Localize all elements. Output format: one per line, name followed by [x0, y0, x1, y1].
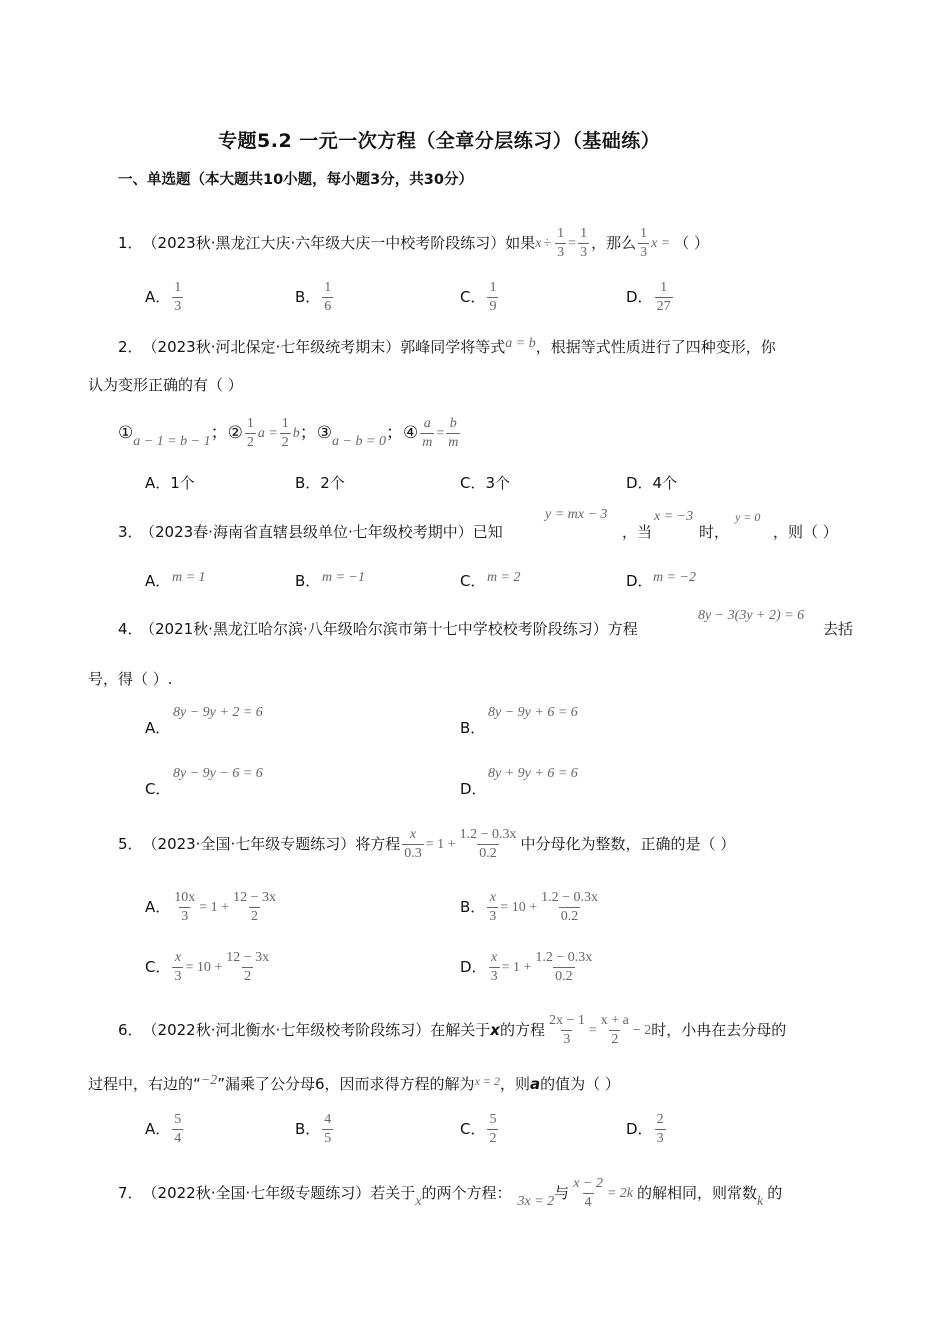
question-2	[118, 335, 776, 356]
q5-option-c[interactable]: C． $\frac{x}{3}$ = 10 + $\frac{12 - 3x}{2}$	[145, 950, 270, 985]
q7-tail: 的解相同，则常数	[637, 1184, 758, 1203]
q4-equation: 8y − 3(3y + 2) = 6	[698, 608, 805, 623]
q6-source2: 的方程	[499, 1021, 545, 1040]
q1-option-c[interactable]: C． $\frac{1}{9}$	[460, 280, 497, 315]
q6-line2d: 的值为（ ）	[540, 1075, 620, 1093]
q4-option-b-label[interactable]: B．	[460, 719, 486, 737]
q6-line2b: ”漏乘了公分母6，因而求得方程的解为	[217, 1075, 475, 1093]
q4-option-c[interactable]: 8y − 9y − 6 = 6	[173, 766, 263, 781]
q4-source: （2021秋·黑龙江哈尔滨·八年级哈尔滨市第十七中学校校考阶段练习）方程	[140, 620, 638, 638]
q1-eq-equals: =	[568, 235, 577, 251]
q3-option-c-label[interactable]: C．	[460, 572, 486, 590]
q6-eq-tail: − 2	[632, 1022, 652, 1038]
q4-tail: 去括	[823, 620, 854, 638]
q2-transform-1: a − 1 = b − 1	[133, 433, 211, 449]
q4-option-d[interactable]: 8y + 9y + 6 = 6	[488, 766, 578, 781]
q6-solution: x = 2	[474, 1073, 500, 1088]
q4-line2: 号，得（ ）.	[88, 670, 173, 688]
q5-option-b[interactable]: B． $\frac{x}{3}$ = 10 + $\frac{1.2 - 0.3x}{0.2}$	[460, 890, 598, 925]
q4-option-b[interactable]: 8y − 9y + 6 = 6	[488, 705, 578, 720]
q6-line2a: 过程中，右边的“	[88, 1075, 201, 1093]
q6-x: x	[490, 1021, 500, 1040]
q7-end: 的	[767, 1184, 783, 1203]
q6-tail: 时，小冉在去分母的	[651, 1021, 787, 1040]
q3-eq2: x = −3	[654, 509, 694, 524]
q6-option-b[interactable]: B． $\frac{4}{5}$	[295, 1112, 332, 1147]
q1-eq-frac1: $\frac{1}{3}$	[557, 226, 565, 261]
q1-blank: （ ）	[674, 234, 710, 253]
q6-option-c[interactable]: C． $\frac{5}{2}$	[460, 1112, 497, 1147]
q2-line2: 认为变形正确的有（ ）	[88, 376, 243, 394]
q1-option-d[interactable]: D． $\frac{1}{27}$	[626, 280, 671, 315]
q3-option-b[interactable]: m = −1	[322, 570, 366, 585]
q2-circle-1: ①	[118, 423, 134, 444]
question-1	[118, 226, 709, 261]
q1-source: （2023秋·黑龙江大庆·六年级大庆一中校考阶段练习）如果	[142, 234, 536, 253]
question-7: 7． （2022秋·全国·七年级专题练习）若关于 x 的两个方程： 3x = 2 与 $\frac{x - 2}{4}$ = 2k 的解相同，则常数 k 的	[118, 1176, 783, 1211]
q2-circle-3: ；③	[299, 423, 333, 444]
q2-option-a[interactable]: A．1个	[145, 474, 195, 492]
q4-option-a[interactable]: 8y − 9y + 2 = 6	[173, 705, 263, 720]
q2-line1b: ，根据等式性质进行了四种变形，你	[535, 338, 776, 356]
q5-eq-mid: = 1 +	[425, 836, 456, 852]
q7-rhs: = 2k	[606, 1185, 634, 1201]
q3-eq3: y = 0	[735, 510, 761, 524]
q6-a: a	[530, 1075, 541, 1093]
q2-option-b[interactable]: B．2个	[295, 474, 345, 492]
q7-source: （2022秋·全国·七年级专题练习）若关于	[142, 1184, 416, 1203]
q3-option-b-label[interactable]: B．	[295, 572, 321, 590]
q6-option-a[interactable]: A． $\frac{5}{4}$	[145, 1112, 182, 1147]
q1-number: 1．	[118, 234, 143, 253]
q3-number: 3．	[118, 523, 143, 541]
question-6: 6． （2022秋·河北衡水·七年级校考阶段练习）在解关于 x 的方程 $\frac{2x - 1}{3}$ = $\frac{x + a}{2}$ − 2 时，小冉在去分母的	[118, 1013, 787, 1048]
section-heading: 一、单选题（本大题共10小题，每小题3分，共30分）	[118, 172, 473, 188]
q2-option-c[interactable]: C．3个	[460, 474, 511, 492]
q2-circle-2: ；②	[210, 423, 243, 444]
q2-transform-3: a − b = 0	[332, 433, 386, 449]
q6-line2	[88, 1072, 620, 1093]
q6-source: （2022秋·河北衡水·七年级校考阶段练习）在解关于	[142, 1021, 491, 1040]
q1-eq-x: x	[535, 235, 542, 251]
q7-source2: 的两个方程：	[421, 1184, 512, 1203]
q1-option-a[interactable]: A． $\frac{1}{3}$	[145, 280, 182, 315]
q3-shi: 时，	[699, 523, 730, 541]
q3-option-d-label[interactable]: D．	[626, 572, 653, 590]
q2-transform-4: =	[436, 425, 445, 441]
q6-option-d[interactable]: D． $\frac{2}{3}$	[626, 1112, 664, 1147]
q4-option-d-label[interactable]: D．	[460, 780, 487, 798]
q6-number: 6．	[118, 1021, 143, 1040]
q1-mid: ，那么	[591, 234, 637, 253]
q5-number: 5．	[118, 835, 143, 854]
q2-equation: a = b	[505, 335, 536, 351]
q3-then: ，则（ ）	[773, 523, 838, 541]
q3-option-d[interactable]: m = −2	[653, 570, 697, 585]
q4-option-a-label[interactable]: A．	[145, 719, 171, 737]
q2-line1a: （2023秋·河北保定·七年级统考期末）郭峰同学将等式	[142, 338, 506, 356]
q7-number: 7．	[118, 1184, 143, 1203]
q1-tail-x: x =	[651, 235, 671, 251]
q7-eq1: 3x = 2	[517, 1193, 555, 1209]
q2-number: 2．	[118, 338, 143, 356]
q1-eq-frac2: $\frac{1}{3}$	[580, 226, 588, 261]
q1-tail-frac: $\frac{1}{3}$	[640, 226, 648, 261]
q3-option-a-label[interactable]: A．	[145, 572, 171, 590]
q5-source: （2023·全国·七年级专题练习）将方程	[142, 835, 401, 854]
q6-eq-mid: =	[588, 1022, 597, 1038]
q3-option-c[interactable]: m = 2	[487, 570, 521, 585]
q4-option-c-label[interactable]: C．	[145, 780, 171, 798]
q5-option-d[interactable]: D． $\frac{x}{3}$ = 1 + $\frac{1.2 - 0.3x}{0.2}$	[460, 950, 593, 985]
q1-option-b[interactable]: B． $\frac{1}{6}$	[295, 280, 332, 315]
q7-k: k	[757, 1193, 764, 1209]
q2-transforms: ① a − 1 = b − 1 ；② $\frac{1}{2}$ a = $\frac{1}{2}$ b ；③ a − b = 0 ；④ $\frac{a}{m}$ = $\frac{b}{m}$	[118, 416, 459, 451]
q6-line2c: ，则	[500, 1075, 531, 1093]
q3-option-a[interactable]: m = 1	[172, 570, 206, 585]
page-title: 专题5.2 一元一次方程（全章分层练习）（基础练）	[218, 130, 661, 152]
q2-option-d[interactable]: D．4个	[626, 474, 678, 492]
q4-number: 4．	[118, 620, 143, 638]
question-5: 5． （2023·全国·七年级专题练习）将方程 $\frac{x}{0.3}$ = 1 + $\frac{1.2 - 0.3x}{0.2}$ 中分母化为整数，正确的是（ ）	[118, 827, 736, 862]
q3-source: （2023春·海南省直辖县级单位·七年级校考期中）已知	[140, 523, 503, 541]
q1-eq-div: ÷	[543, 235, 552, 251]
q2-circle-4: ；④	[385, 423, 419, 444]
q5-option-a[interactable]: A． $\frac{10x}{3}$ = 1 + $\frac{12 - 3x}{2}$	[145, 890, 276, 925]
q6-neg2: −2	[200, 1072, 218, 1088]
q7-x: x	[415, 1193, 422, 1209]
q5-tail: 中分母化为整数，正确的是（ ）	[520, 835, 736, 854]
q2-transform-2: a =	[257, 425, 278, 441]
q7-yu: 与	[554, 1184, 570, 1203]
q3-when: ，当	[622, 523, 653, 541]
q3-eq1: y = mx − 3	[545, 507, 608, 522]
